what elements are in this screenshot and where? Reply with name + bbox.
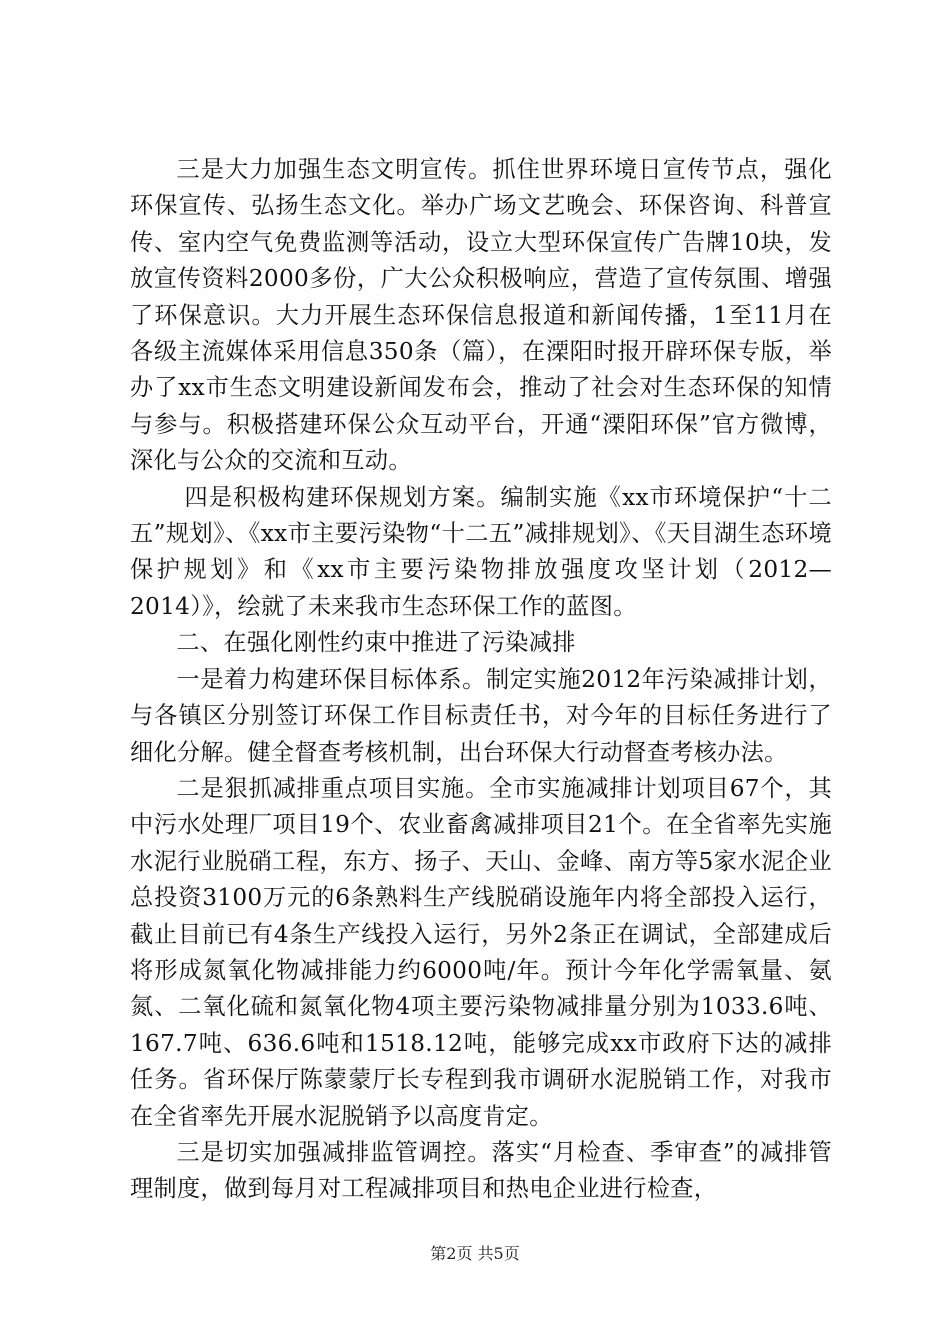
page-number-footer: 第2页 共5页 (430, 1244, 520, 1263)
paragraph-supervision: 三是切实加强减排监管调控。落实“月检查、季审查”的减排管理制度，做到每月对工程减排项目和热电企业进行检查， (130, 1138, 832, 1203)
paragraph-target-system: 一是着力构建环保目标体系。制定实施2012年污染减排计划，与各镇区分别签订环保工作目标责任书，对今年的目标任务进行了细化分解。健全督查考核机制，出台环保大行动督查考核办法。 (130, 665, 832, 766)
paragraph-ecological-publicity: 三是大力加强生态文明宣传。抓住世界环境日宣传节点，强化环保宣传、弘扬生态文化。举办广场文艺晚会、环保咨询、科普宣传、室内空气免费监测等活动，设立大型环保宣传广告牌10块，发放宣传资料2000多份，广大公众积极响应，营造了宣传氛围、增强了环保意识。大力开展生态环保信息报道和新闻传播，1至11月在各级主流媒体采用信息350条（篇），在溧阳时报开辟环保专版，举办了xx市生态文明建设新闻发布会，推动了社会对生态环保的知情与参与。积极搭建环保公众互动平台，开通“溧阳环保”官方微博，深化与公众的交流和互动。 (130, 156, 832, 475)
paragraph-environmental-planning: 四是积极构建环保规划方案。编制实施《xx市环境保护“十二五”规划》、《xx市主要污染物“十二五”减排规划》、《天目湖生态环境保护规划》和《xx市主要污染物排放强度攻坚计划（2012—2014）》，绘就了未来我市生态环保工作的蓝图。 (130, 483, 832, 620)
section-heading-pollution-reduction: 二、在强化刚性约束中推进了污染减排 (176, 629, 576, 657)
document-body (130, 152, 832, 1208)
paragraph-key-projects: 二是狠抓减排重点项目实施。全市实施减排计划项目67个，其中污水处理厂项目19个、农业畜禽减排项目21个。在全省率先实施水泥行业脱硝工程，东方、扬子、天山、金峰、南方等5家水泥企业总投资3100万元的6条熟料生产线脱硝设施年内将全部投入运行，截止目前已有4条生产线投入运行，另外2条正在调试，全部建成后将形成氮氧化物减排能力约6000吨/年。预计今年化学需氧量、氨氮、二氧化硫和氮氧化物4项主要污染物减排量分别为1033.6吨、167.7吨、636.6吨和1518.12吨，能够完成xx市政府下达的减排任务。省环保厅陈蒙蒙厅长专程到我市调研水泥脱销工作，对我市在全省率先开展水泥脱销予以高度肯定。 (130, 774, 832, 1130)
